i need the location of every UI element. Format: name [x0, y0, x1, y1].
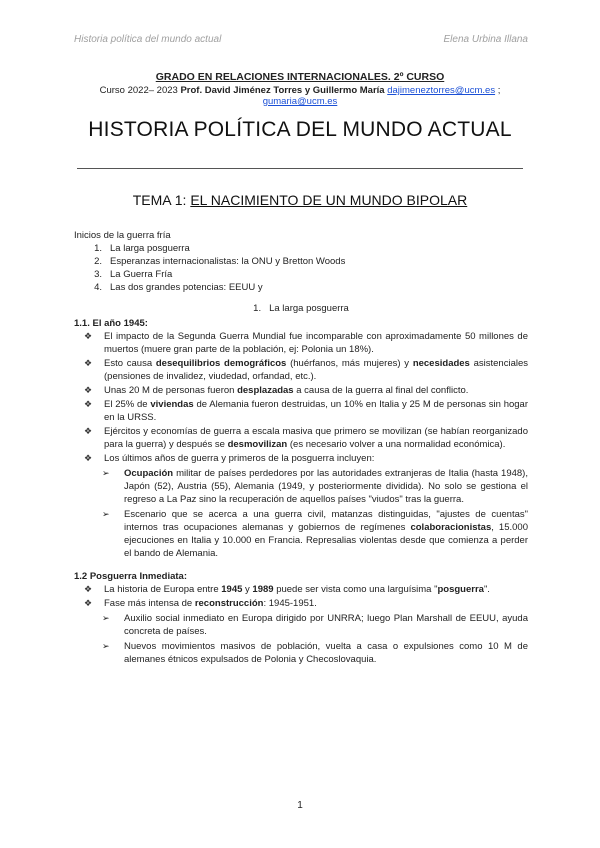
- email-link-2[interactable]: gumaria@ucm.es: [262, 96, 338, 107]
- index-text: Las dos grandes potencias: EEUU y: [110, 282, 263, 293]
- arrow-bullet-icon: ➢: [102, 613, 110, 623]
- list-item-text: [104, 425, 528, 451]
- index-item: [74, 242, 528, 255]
- document-body: [74, 229, 528, 668]
- diamond-bullet-icon: ❖: [84, 453, 93, 463]
- text-run: Ejércitos y economías de guerra a escala masiva que primero se movilizan (se habían reorganizado para la guerra) y después se: [104, 426, 528, 450]
- text-run: Fase más intensa de: [104, 598, 195, 609]
- list-item-text: [104, 398, 528, 424]
- tema-title: EL NACIMIENTO DE UN MUNDO BIPOLAR: [190, 192, 468, 208]
- course-professors: Prof. David Jiménez Torres y Guillermo María: [180, 85, 385, 96]
- diamond-bullet-icon: ❖: [84, 331, 93, 341]
- index-text: Esperanzas internacionalistas: la ONU y Bretton Woods: [110, 256, 346, 267]
- bold-run: posguerra: [437, 584, 484, 595]
- text-run: de Alemania fueron destruidas, un 10% en Italia y 25 M de personas sin hogar en la URSS.: [104, 399, 528, 423]
- index-item: [74, 268, 528, 281]
- list-item-text: [104, 384, 528, 397]
- bullet-list: [74, 583, 528, 610]
- header-course-name: Historia política del mundo actual: [74, 34, 222, 45]
- list-item-text: [124, 467, 528, 506]
- list-item-text: Los últimos años de guerra y primeros de la posguerra incluyen:: [104, 453, 375, 464]
- page-number: 1: [297, 800, 303, 811]
- arrow-bullet-icon: ➢: [102, 641, 110, 651]
- list-item: [74, 640, 528, 666]
- text-run: ".: [483, 584, 490, 595]
- arrow-list: [74, 467, 528, 560]
- arrow-bullet-icon: ➢: [102, 468, 110, 478]
- subsection-heading: 1.1. El año 1945:: [74, 318, 148, 329]
- arrow-list: [74, 612, 528, 666]
- diamond-bullet-icon: ❖: [84, 385, 93, 395]
- section-title: La larga posguerra: [269, 303, 349, 314]
- bold-run: desplazadas: [237, 385, 294, 396]
- list-item: [74, 508, 528, 560]
- list-item: [74, 583, 528, 596]
- index-text: La Guerra Fría: [110, 269, 173, 280]
- text-run: (es necesario volver a una normalidad económica).: [287, 439, 506, 450]
- list-item-text: Auxilio social inmediato en Europa dirigido por UNRRA; luego Plan Marshall de EEUU, ayuda concreta de países.: [124, 613, 528, 637]
- email-separator: ;: [495, 85, 501, 96]
- bold-run: necesidades: [412, 358, 470, 369]
- course-year: Curso 2022– 2023: [99, 85, 178, 96]
- diamond-bullet-icon: ❖: [84, 598, 93, 608]
- diamond-bullet-icon: ❖: [84, 426, 93, 436]
- text-run: La historia de Europa entre: [104, 584, 222, 595]
- text-run: Unas 20 M de personas fueron: [104, 385, 238, 396]
- running-header: [74, 34, 528, 45]
- diamond-bullet-icon: ❖: [84, 584, 93, 594]
- index-number: 1.: [94, 243, 102, 254]
- tema-prefix: TEMA 1:: [132, 192, 187, 208]
- list-item: [74, 612, 528, 638]
- bold-run: viviendas: [150, 399, 194, 410]
- section-number: 1.: [253, 303, 262, 314]
- text-run: militar de países perdedores por las autoridades extranjeras de Italia (hasta 1948), Japón (52), Austria (55), Alemania (1949, y posteriormente dividida). No solo se gestiona el regreso a La Paz sino la recuperación de aquellos países "viudos" tras la guerra.: [124, 468, 528, 505]
- bold-run: desmovilizan: [227, 439, 288, 450]
- list-item: [74, 467, 528, 506]
- bullet-list: [74, 330, 528, 465]
- text-run: asistenciales (pensiones de invalidez, viudedad, orfandad, etc.).: [104, 358, 529, 382]
- index-item: [74, 255, 528, 268]
- text-run: El 25% de: [104, 399, 151, 410]
- index-number: 4.: [94, 282, 102, 293]
- list-item-text: [124, 508, 528, 560]
- list-item-text: [104, 357, 528, 383]
- tema-heading: [0, 192, 600, 208]
- list-item: [74, 425, 528, 451]
- list-item: [74, 330, 528, 356]
- text-run: (huérfanos, más mujeres) y: [286, 358, 413, 369]
- subsection-heading: 1.2 Posguerra Inmediata:: [74, 571, 187, 582]
- text-run: , 15.000 ejecuciones en Italia y 10.000 en Francia. Represalias violentas desde que comienza a perder el bando de Alemania.: [124, 522, 528, 559]
- list-item: [74, 452, 528, 465]
- list-item: [74, 384, 528, 397]
- email-link-1[interactable]: dajimeneztorres@ucm.es: [387, 85, 496, 96]
- text-run: Escenario que se acerca a una guerra civil, matanzas distinguidas, "ajustes de cuentas" internos tras ocupaciones alemanas y gobiernos de regímenes: [124, 509, 528, 533]
- index-list: [74, 242, 528, 294]
- index-number: 3.: [94, 269, 102, 280]
- diamond-bullet-icon: ❖: [84, 399, 93, 409]
- diamond-bullet-icon: ❖: [84, 358, 93, 368]
- list-item-text: Nuevos movimientos masivos de población, vuelta a casa o expulsiones como 10 M de alemanes étnicos expulsados de Polonia y Checoslovaquia.: [124, 641, 528, 665]
- horizontal-rule: [77, 168, 523, 169]
- bold-run: 1945: [221, 584, 243, 595]
- bold-run: colaboracionistas: [410, 522, 492, 533]
- list-item: [74, 357, 528, 383]
- course-title: GRADO EN RELACIONES INTERNACIONALES. 2º CURSO: [155, 71, 445, 83]
- list-item-text: El impacto de la Segunda Guerra Mundial fue incomparable con aproximadamente 50 millones de muertos (muere gran parte de la población, ej: Polonia un 18%).: [104, 331, 528, 355]
- list-item: [74, 597, 528, 610]
- list-item: [74, 398, 528, 424]
- intro-text: Inicios de la guerra fría: [74, 230, 171, 241]
- page-title: HISTORIA POLÍTICA DEL MUNDO ACTUAL: [88, 118, 512, 141]
- bold-run: Ocupación: [124, 468, 174, 479]
- index-item: [74, 281, 528, 294]
- text-run: : 1945-1951.: [263, 598, 317, 609]
- text-run: puede ser vista como una larguísima ": [273, 584, 438, 595]
- text-run: a causa de la guerra al final del conflicto.: [293, 385, 469, 396]
- index-number: 2.: [94, 256, 102, 267]
- bold-run: desequilibrios demográficos: [155, 358, 287, 369]
- section-heading: [74, 302, 528, 315]
- list-item-text: [104, 583, 528, 596]
- text-run: y: [242, 584, 253, 595]
- list-item-text: [104, 597, 528, 610]
- text-run: Esto causa: [104, 358, 156, 369]
- bold-run: reconstrucción: [194, 598, 264, 609]
- bold-run: 1989: [252, 584, 274, 595]
- index-text: La larga posguerra: [110, 243, 190, 254]
- header-author: Elena Urbina Illana: [443, 34, 528, 45]
- arrow-bullet-icon: ➢: [102, 509, 110, 519]
